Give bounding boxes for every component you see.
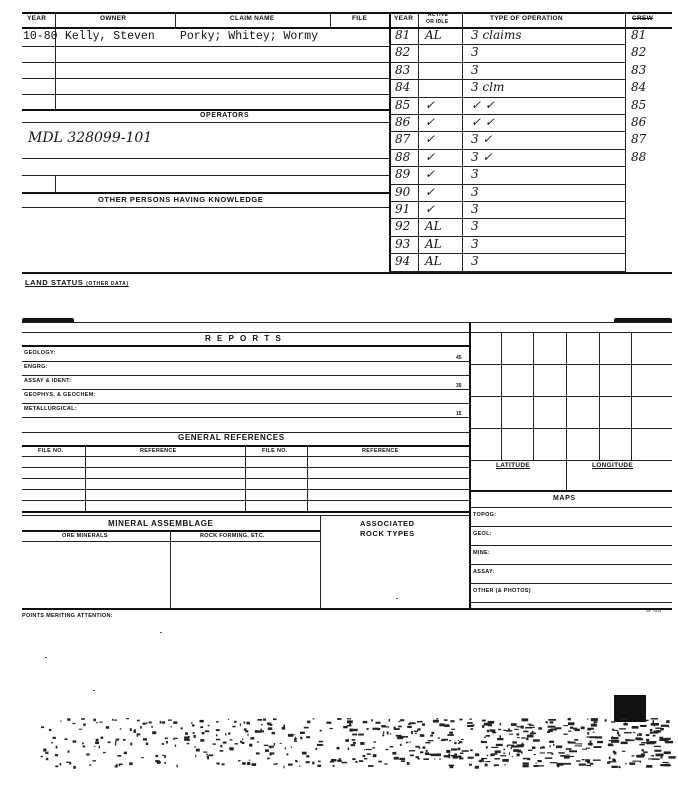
other-persons-title: OTHER PERSONS HAVING KNOWLEDGE <box>98 195 264 204</box>
operation-type: 3 <box>471 202 479 216</box>
operation-year: 92 <box>395 219 411 234</box>
operators-entry: MDL 328099-101 <box>28 130 153 146</box>
operation-status: AL <box>425 28 442 42</box>
operation-status: ✓ <box>425 202 436 216</box>
assoc-rock-line1: ASSOCIATED <box>360 519 415 528</box>
operation-year: 81 <box>395 28 411 42</box>
report-label: ENGRG: <box>24 364 48 370</box>
land-status-label: LAND STATUS <box>25 278 84 287</box>
operation-year: 94 <box>395 254 411 269</box>
operation-crew: 82 <box>631 45 647 60</box>
ref-reference-2: REFERENCE <box>362 448 399 454</box>
operation-row <box>389 185 672 202</box>
mineral-assemblage-title: MINERAL ASSEMBLAGE <box>108 519 214 528</box>
operation-row <box>389 63 672 80</box>
latitude-label: LATITUDE <box>496 462 531 469</box>
map-item-label: TOPOG: <box>473 512 497 518</box>
report-label: METALLURGICAL: <box>24 406 77 412</box>
operation-row <box>389 219 672 236</box>
report-label: ASSAY & IDENT: <box>24 378 72 384</box>
operation-type: 3 <box>471 62 479 77</box>
maps-title: MAPS <box>553 495 576 502</box>
operators-title: OPERATORS <box>200 112 250 119</box>
operation-row <box>389 254 672 271</box>
operation-year: 91 <box>395 202 411 216</box>
rock-forming-label: ROCK FORMING, ETC. <box>200 533 265 539</box>
operation-row <box>389 80 672 97</box>
header-active: ACTIVE <box>428 12 449 18</box>
operation-crew: 88 <box>631 149 647 164</box>
operation-row <box>389 237 672 254</box>
entry-year: 10-80 <box>23 30 58 43</box>
header-or-idle: OR IDLE <box>426 19 449 25</box>
operation-year: 86 <box>395 115 411 129</box>
operation-status: ✓ <box>425 115 436 129</box>
reports-title: R E P O R T S <box>205 334 283 343</box>
operation-row <box>389 132 672 149</box>
map-item-label: OTHER (& PHOTOS) <box>473 588 531 594</box>
operation-type: 3 <box>471 167 479 182</box>
operation-type: ✓ ✓ <box>471 115 495 129</box>
report-number: 45 <box>456 355 462 361</box>
land-status-sub: (OTHER DATA) <box>86 281 129 287</box>
ore-minerals-label: ORE MINERALS <box>62 533 108 539</box>
operation-year: 90 <box>395 184 411 199</box>
scan-speck <box>396 598 398 599</box>
operation-row <box>389 202 672 219</box>
report-label: GEOLOGY: <box>24 350 56 356</box>
report-label: GEOPHYS. & GEOCHEM: <box>24 392 96 398</box>
points-meriting-attention: POINTS MERITING ATTENTION: <box>22 613 113 619</box>
header-type-of-operation: TYPE OF OPERATION <box>490 15 563 22</box>
header-crew: CREW <box>632 15 654 22</box>
header-owner: OWNER <box>100 15 127 22</box>
operation-year: 83 <box>395 62 411 77</box>
header-year-2: YEAR <box>394 15 414 22</box>
operation-crew: 83 <box>631 62 647 77</box>
entry-owner: Kelly, Steven <box>65 30 155 43</box>
entry-claim-name: Porky; Whitey; Wormy <box>180 30 319 43</box>
ref-file-no-2: FILE NO. <box>262 448 288 454</box>
operation-type: ✓ ✓ <box>471 97 495 112</box>
operation-crew: 87 <box>631 132 647 147</box>
operation-row <box>389 150 672 167</box>
operation-status: AL <box>425 236 442 251</box>
operation-type: 3 claims <box>471 28 522 42</box>
operation-status: ✓ <box>425 149 436 164</box>
operation-type: 3 <box>471 236 479 251</box>
operation-row <box>389 98 672 115</box>
operation-crew: 81 <box>631 28 647 42</box>
operation-year: 84 <box>395 80 411 95</box>
operation-row <box>389 167 672 184</box>
operation-year: 93 <box>395 236 411 251</box>
operation-crew: 86 <box>631 115 647 129</box>
operation-type: 3 <box>471 219 479 234</box>
operation-row <box>389 45 672 62</box>
scan-speck <box>93 690 95 691</box>
ref-reference-1: REFERENCE <box>140 448 177 454</box>
operation-status: AL <box>425 219 442 234</box>
operation-status: ✓ <box>425 167 436 182</box>
assoc-rock-line2: ROCK TYPES <box>360 529 415 538</box>
report-number: 30 <box>456 383 462 389</box>
operation-type: 3 ✓ <box>471 149 493 164</box>
general-references-title: GENERAL REFERENCES <box>178 433 285 442</box>
form-number: SP 7513 <box>646 608 662 613</box>
operation-year: 88 <box>395 149 411 164</box>
land-status-title <box>25 278 129 287</box>
operation-year: 89 <box>395 167 411 182</box>
header-year: YEAR <box>27 15 47 22</box>
operation-type: 3 <box>471 45 479 60</box>
header-file: FILE <box>352 15 368 22</box>
operation-year: 87 <box>395 132 411 147</box>
operation-crew: 85 <box>631 97 647 112</box>
operation-year: 85 <box>395 97 411 112</box>
operation-row <box>389 115 672 132</box>
operation-type: 3 <box>471 254 479 269</box>
scan-noise-band <box>0 700 678 800</box>
scan-speck <box>45 657 47 658</box>
operation-year: 82 <box>395 45 411 60</box>
map-item-label: GEOL: <box>473 531 492 537</box>
operation-status: AL <box>425 254 442 269</box>
operation-status: ✓ <box>425 97 436 112</box>
map-item-label: ASSAY: <box>473 569 495 575</box>
operation-status: ✓ <box>425 132 436 147</box>
longitude-label: LONGITUDE <box>592 462 633 469</box>
ref-file-no-1: FILE NO. <box>38 448 64 454</box>
map-item-label: MINE: <box>473 550 491 556</box>
report-number: 15 <box>456 411 462 417</box>
header-claim-name: CLAIM NAME <box>230 15 275 22</box>
operation-type: 3 clm <box>471 80 505 95</box>
operation-type: 3 <box>471 184 479 199</box>
operation-crew: 84 <box>631 80 647 95</box>
operation-type: 3 ✓ <box>471 132 493 147</box>
top-form <box>0 0 678 287</box>
operation-status: ✓ <box>425 184 436 199</box>
operation-row <box>389 28 672 45</box>
scan-speck <box>160 632 162 633</box>
